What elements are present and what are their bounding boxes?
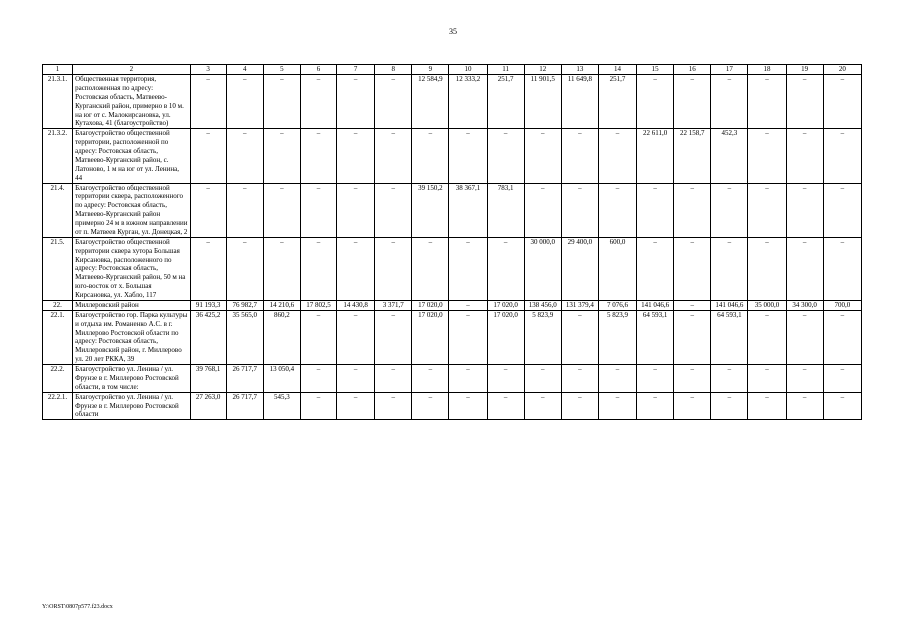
value-cell: 783,1 — [487, 183, 524, 237]
value-cell: – — [190, 183, 226, 237]
value-cell: 3 371,7 — [375, 300, 412, 310]
value-cell: 22 611,0 — [637, 129, 674, 183]
value-cell: – — [375, 183, 412, 237]
value-cell: – — [449, 310, 487, 364]
value-cell: – — [449, 300, 487, 310]
value-cell: – — [300, 392, 336, 420]
value-cell: – — [226, 75, 263, 129]
value-cell: – — [711, 237, 748, 300]
value-cell: 7 076,6 — [598, 300, 636, 310]
value-cell: 30 000,0 — [524, 237, 561, 300]
column-number-cell: 8 — [375, 65, 412, 75]
column-number-cell: 16 — [674, 65, 711, 75]
row-number-cell: 22.1. — [43, 310, 73, 364]
value-cell: – — [524, 392, 561, 420]
value-cell: – — [487, 129, 524, 183]
value-cell: 11 649,8 — [561, 75, 598, 129]
column-number-cell: 19 — [786, 65, 823, 75]
table-row — [43, 75, 862, 129]
value-cell: – — [598, 365, 636, 393]
value-cell: – — [786, 183, 823, 237]
value-cell: – — [300, 129, 336, 183]
value-cell: – — [190, 75, 226, 129]
value-cell: 251,7 — [487, 75, 524, 129]
value-cell: – — [412, 237, 449, 300]
value-cell: – — [190, 237, 226, 300]
value-cell: – — [711, 183, 748, 237]
value-cell: – — [786, 392, 823, 420]
row-description-cell: Благоустройство общественной территории сквера хутора Большая Кирсановка, расположенного по адресу: Ростовская область, Матвеево-Курганский район, 50 м на юго-восток от х. Большая Кирсановка, ул. Хабло, 117 — [73, 237, 190, 300]
column-number-cell: 2 — [73, 65, 190, 75]
column-number-cell: 20 — [823, 65, 861, 75]
footer-file-path: Y:\ORST\0807p577.f23.docx — [42, 604, 113, 610]
value-cell: – — [263, 75, 300, 129]
value-cell: – — [337, 365, 375, 393]
value-cell: 34 300,0 — [786, 300, 823, 310]
column-number-cell: 13 — [561, 65, 598, 75]
value-cell: 545,3 — [263, 392, 300, 420]
table-row — [43, 392, 862, 420]
value-cell: 17 020,0 — [487, 300, 524, 310]
row-description-cell: Благоустройство ул. Ленина / ул. Фрунзе в г. Миллерово Ростовской области — [73, 392, 190, 420]
value-cell: 14 210,6 — [263, 300, 300, 310]
value-cell: – — [711, 392, 748, 420]
value-cell: – — [375, 129, 412, 183]
row-description-cell: Миллеровский район — [73, 300, 190, 310]
value-cell: 39 150,2 — [412, 183, 449, 237]
value-cell: – — [561, 310, 598, 364]
value-cell: – — [300, 237, 336, 300]
value-cell: – — [637, 75, 674, 129]
value-cell: – — [375, 392, 412, 420]
value-cell: – — [823, 129, 861, 183]
value-cell: 13 050,4 — [263, 365, 300, 393]
row-number-cell: 21.4. — [43, 183, 73, 237]
value-cell: 251,7 — [598, 75, 636, 129]
value-cell: – — [412, 392, 449, 420]
column-number-row — [43, 65, 862, 75]
value-cell: 64 593,1 — [711, 310, 748, 364]
value-cell: – — [226, 183, 263, 237]
table-row — [43, 237, 862, 300]
value-cell: – — [524, 365, 561, 393]
value-cell: – — [674, 365, 711, 393]
column-number-cell: 1 — [43, 65, 73, 75]
value-cell: – — [637, 365, 674, 393]
value-cell: – — [561, 183, 598, 237]
value-cell: – — [449, 129, 487, 183]
value-cell: 17 020,0 — [487, 310, 524, 364]
value-cell: 26 717,7 — [226, 392, 263, 420]
value-cell: 700,0 — [823, 300, 861, 310]
value-cell: – — [487, 237, 524, 300]
value-cell: 12 584,9 — [412, 75, 449, 129]
row-description-cell: Общественная территория, расположенная по адресу: Ростовская область, Матвеево-Курганский район, примерно в 10 м. на юг от с. Малокирсановка, ул. Кутахова, 41 (благоустройство) — [73, 75, 190, 129]
value-cell: – — [674, 75, 711, 129]
row-number-cell: 21.5. — [43, 237, 73, 300]
row-number-cell: 22.2. — [43, 365, 73, 393]
table-row — [43, 183, 862, 237]
value-cell: – — [748, 392, 786, 420]
column-number-cell: 17 — [711, 65, 748, 75]
value-cell: – — [487, 365, 524, 393]
value-cell: 29 400,0 — [561, 237, 598, 300]
row-description-cell: Благоустройство ул. Ленина / ул. Фрунзе в г. Миллерово Ростовской области, в том числе: — [73, 365, 190, 393]
value-cell: – — [786, 310, 823, 364]
value-cell: 35 565,0 — [226, 310, 263, 364]
value-cell: 39 768,1 — [190, 365, 226, 393]
value-cell: – — [449, 237, 487, 300]
value-cell: – — [263, 129, 300, 183]
value-cell: – — [375, 365, 412, 393]
value-cell: – — [786, 75, 823, 129]
value-cell: – — [674, 237, 711, 300]
value-cell: – — [337, 237, 375, 300]
value-cell: – — [226, 129, 263, 183]
value-cell: 91 193,3 — [190, 300, 226, 310]
row-description-cell: Благоустройство общественной территории сквера, расположенного по адресу: Ростовская область, Матвеево-Курганский район примерно 24 м в южном направлении от п. Матвеев Курган, ул. Донецкая, 2 — [73, 183, 190, 237]
value-cell: 26 717,7 — [226, 365, 263, 393]
table-row — [43, 129, 862, 183]
value-cell: – — [823, 237, 861, 300]
budget-table — [42, 64, 862, 420]
value-cell: 64 593,1 — [637, 310, 674, 364]
value-cell: – — [300, 310, 336, 364]
row-description-cell: Благоустройство гор. Парка культуры и отдыха им. Романенко А.С. в г. Миллерово Ростовской области по адресу: Ростовская область, Миллеровский район, г. Миллерово ул. 20 лет РККА, 39 — [73, 310, 190, 364]
value-cell: 36 425,2 — [190, 310, 226, 364]
table-row — [43, 300, 862, 310]
value-cell: – — [375, 310, 412, 364]
column-number-cell: 14 — [598, 65, 636, 75]
value-cell: – — [637, 392, 674, 420]
value-cell: – — [823, 365, 861, 393]
value-cell: – — [524, 129, 561, 183]
value-cell: 141 046,6 — [711, 300, 748, 310]
value-cell: 452,3 — [711, 129, 748, 183]
table-row — [43, 365, 862, 393]
value-cell: 5 823,9 — [598, 310, 636, 364]
column-number-cell: 15 — [637, 65, 674, 75]
table-row — [43, 310, 862, 364]
value-cell: – — [674, 300, 711, 310]
value-cell: – — [300, 183, 336, 237]
value-cell: – — [524, 183, 561, 237]
value-cell: – — [561, 129, 598, 183]
value-cell: 11 901,5 — [524, 75, 561, 129]
value-cell: – — [823, 183, 861, 237]
row-number-cell: 22. — [43, 300, 73, 310]
value-cell: 27 263,0 — [190, 392, 226, 420]
value-cell: 12 333,2 — [449, 75, 487, 129]
column-number-cell: 10 — [449, 65, 487, 75]
value-cell: – — [449, 365, 487, 393]
value-cell: – — [674, 183, 711, 237]
value-cell: – — [748, 237, 786, 300]
value-cell: – — [375, 75, 412, 129]
value-cell: 17 802,5 — [300, 300, 336, 310]
value-cell: 22 158,7 — [674, 129, 711, 183]
value-cell: – — [748, 129, 786, 183]
value-cell: 138 456,0 — [524, 300, 561, 310]
value-cell: 131 379,4 — [561, 300, 598, 310]
value-cell: – — [748, 310, 786, 364]
value-cell: – — [637, 183, 674, 237]
value-cell: – — [711, 365, 748, 393]
value-cell: 141 046,6 — [637, 300, 674, 310]
value-cell: – — [300, 365, 336, 393]
value-cell: – — [226, 237, 263, 300]
value-cell: – — [823, 75, 861, 129]
column-number-cell: 9 — [412, 65, 449, 75]
value-cell: – — [412, 129, 449, 183]
row-number-cell: 21.3.1. — [43, 75, 73, 129]
value-cell: 38 367,1 — [449, 183, 487, 237]
value-cell: – — [412, 365, 449, 393]
value-cell: – — [637, 237, 674, 300]
value-cell: – — [337, 183, 375, 237]
value-cell: – — [337, 75, 375, 129]
column-number-cell: 12 — [524, 65, 561, 75]
column-number-cell: 7 — [337, 65, 375, 75]
column-number-cell: 11 — [487, 65, 524, 75]
value-cell: 76 982,7 — [226, 300, 263, 310]
value-cell: 860,2 — [263, 310, 300, 364]
value-cell: 5 823,9 — [524, 310, 561, 364]
value-cell: – — [598, 129, 636, 183]
column-number-cell: 3 — [190, 65, 226, 75]
column-number-cell: 5 — [263, 65, 300, 75]
value-cell: 17 020,0 — [412, 300, 449, 310]
value-cell: – — [823, 310, 861, 364]
row-number-cell: 21.3.2. — [43, 129, 73, 183]
value-cell: – — [598, 392, 636, 420]
value-cell: – — [786, 237, 823, 300]
value-cell: – — [263, 183, 300, 237]
value-cell: – — [300, 75, 336, 129]
value-cell: – — [190, 129, 226, 183]
value-cell: – — [598, 183, 636, 237]
row-description-cell: Благоустройство общественной территории, расположенной по адресу: Ростовская область, Матвеево-Курганский район, с. Латоново, 1 м на юг от ул. Ленина, 44 — [73, 129, 190, 183]
value-cell: – — [711, 75, 748, 129]
value-cell: 14 430,8 — [337, 300, 375, 310]
value-cell: – — [786, 129, 823, 183]
value-cell: – — [337, 310, 375, 364]
value-cell: – — [337, 129, 375, 183]
value-cell: – — [561, 392, 598, 420]
value-cell: – — [786, 365, 823, 393]
value-cell: – — [674, 392, 711, 420]
value-cell: – — [449, 392, 487, 420]
value-cell: – — [375, 237, 412, 300]
row-number-cell: 22.2.1. — [43, 392, 73, 420]
value-cell: – — [748, 75, 786, 129]
value-cell: – — [748, 183, 786, 237]
value-cell: 35 000,0 — [748, 300, 786, 310]
value-cell: – — [337, 392, 375, 420]
value-cell: – — [487, 392, 524, 420]
column-number-cell: 6 — [300, 65, 336, 75]
value-cell: – — [823, 392, 861, 420]
value-cell: – — [674, 310, 711, 364]
value-cell: – — [748, 365, 786, 393]
column-number-cell: 18 — [748, 65, 786, 75]
column-number-cell: 4 — [226, 65, 263, 75]
value-cell: 600,0 — [598, 237, 636, 300]
page-number: 35 — [449, 27, 457, 36]
value-cell: – — [263, 237, 300, 300]
value-cell: – — [561, 365, 598, 393]
value-cell: 17 020,0 — [412, 310, 449, 364]
